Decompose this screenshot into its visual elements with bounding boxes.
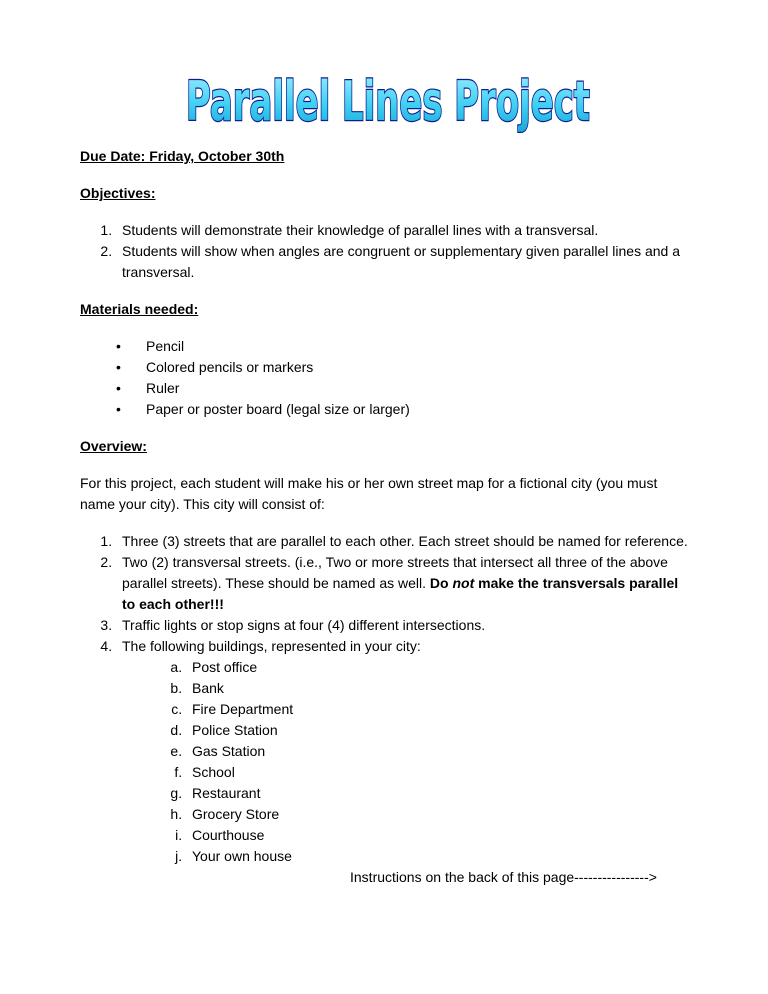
objective-item: 1. Students will demonstrate their knowledge of parallel lines with a transversal. <box>116 220 690 241</box>
instructions-note: Instructions on the back of this page----------------> <box>350 869 657 885</box>
building-item: i. Courthouse <box>186 825 690 846</box>
material-item: • Pencil <box>116 336 690 357</box>
title-text: Parallel Lines Project <box>186 70 590 133</box>
material-item: • Ruler <box>116 378 690 399</box>
building-item: e. Gas Station <box>186 741 690 762</box>
due-date: Due Date: Friday, October 30th <box>80 148 285 164</box>
material-item: • Paper or poster board (legal size or larger) <box>116 399 690 420</box>
building-item: a. Post office <box>186 657 690 678</box>
overview-item: 1. Three (3) streets that are parallel to each other. Each street should be named for reference. <box>116 531 690 552</box>
overview-list <box>80 531 690 867</box>
overview-heading: Overview: <box>80 438 147 454</box>
objectives-heading: Objectives: <box>80 185 156 201</box>
building-item: h. Grocery Store <box>186 804 690 825</box>
objective-item: 2. Students will show when angles are congruent or supplementary given parallel lines and a transversal. <box>116 241 690 283</box>
building-item: c. Fire Department <box>186 699 690 720</box>
building-item: f. School <box>186 762 690 783</box>
bullet-icon: • <box>116 359 121 375</box>
materials-heading: Materials needed: <box>80 301 199 317</box>
building-item: b. Bank <box>186 678 690 699</box>
bullet-icon: • <box>116 401 121 417</box>
overview-item: 2. Two (2) transversal streets. (i.e., Two or more streets that intersect all three of the above parallel streets). These should be named as well. Do not make the transversals parallel to each other!!! <box>116 552 690 615</box>
bullet-icon: • <box>116 338 121 354</box>
bullet-icon: • <box>116 380 121 396</box>
overview-item: 3. Traffic lights or stop signs at four (4) different intersections. <box>116 615 690 636</box>
building-item: j. Your own house <box>186 846 690 867</box>
overview-intro: For this project, each student will make his or her own street map for a fictional city (you must name your city). This city will consist of: <box>80 475 658 512</box>
material-item: • Colored pencils or markers <box>116 357 690 378</box>
title-wordart <box>178 48 598 136</box>
materials-list <box>80 336 690 420</box>
building-item: d. Police Station <box>186 720 690 741</box>
objectives-list <box>80 220 690 283</box>
building-item: g. Restaurant <box>186 783 690 804</box>
document-body <box>80 146 690 888</box>
overview-item: 4. The following buildings, represented in your city: a. Post office b. Bank c. Fire Department d. Police Station e. Gas Station f. School g. Restaurant h. Grocery Store i. Courthouse j. Your own house <box>116 636 690 867</box>
buildings-list <box>122 657 690 867</box>
